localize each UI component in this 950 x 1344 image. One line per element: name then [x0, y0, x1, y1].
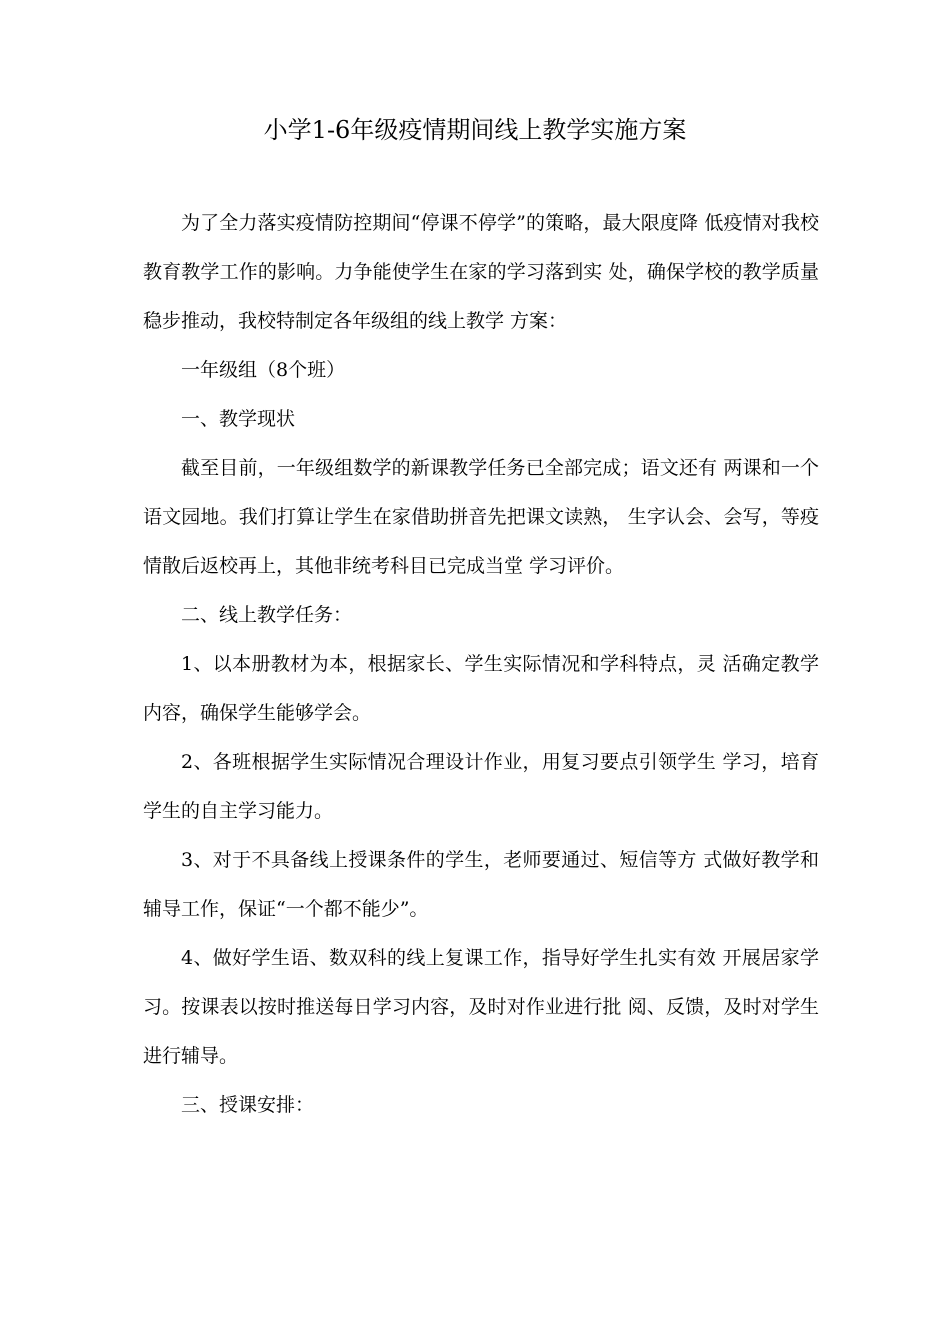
grade-heading: 一年级组（8个班）: [181, 359, 346, 381]
section-heading-status: 一、教学现状: [181, 408, 296, 430]
status-paragraph: 截至目前，一年级组数学的新课教学任务已全部完成；语文还有 两课和一个语文园地。我们打算让学生在家借助拼音先把课文读熟， 生字认会、会写，等疫情散后返校再上，其他非统考科目已完成当堂 学习评价。: [143, 457, 819, 577]
task-item-2: 2、各班根据学生实际情况合理设计作业，用复习要点引领学生 学习，培育学生的自主学习能力。: [143, 751, 819, 822]
document-body: [143, 199, 819, 1130]
section-heading-schedule: 三、授课安排：: [181, 1094, 315, 1116]
task-item-4: 4、做好学生语、数双科的线上复课工作，指导好学生扎实有效 开展居家学习。按课表以按时推送每日学习内容，及时对作业进行批 阅、反馈，及时对学生进行辅导。: [143, 947, 819, 1067]
task-item-1: 1、以本册教材为本，根据家长、学生实际情况和学科特点，灵 活确定教学内容，确保学生能够学会。: [143, 653, 819, 724]
task-item-3: 3、对于不具备线上授课条件的学生，老师要通过、短信等方 式做好教学和辅导工作，保证“一个都不能少”。: [143, 849, 819, 920]
intro-paragraph: 为了全力落实疫情防控期间“停课不停学”的策略，最大限度降 低疫情对我校教育教学工作的影响。力争能使学生在家的学习落到实 处，确保学校的教学质量稳步推动，我校特制定各年级组的线上教学 方案：: [143, 212, 819, 332]
section-heading-tasks: 二、线上教学任务：: [181, 604, 353, 626]
document-title: 小学1-6年级疫情期间线上教学实施方案: [263, 116, 687, 144]
